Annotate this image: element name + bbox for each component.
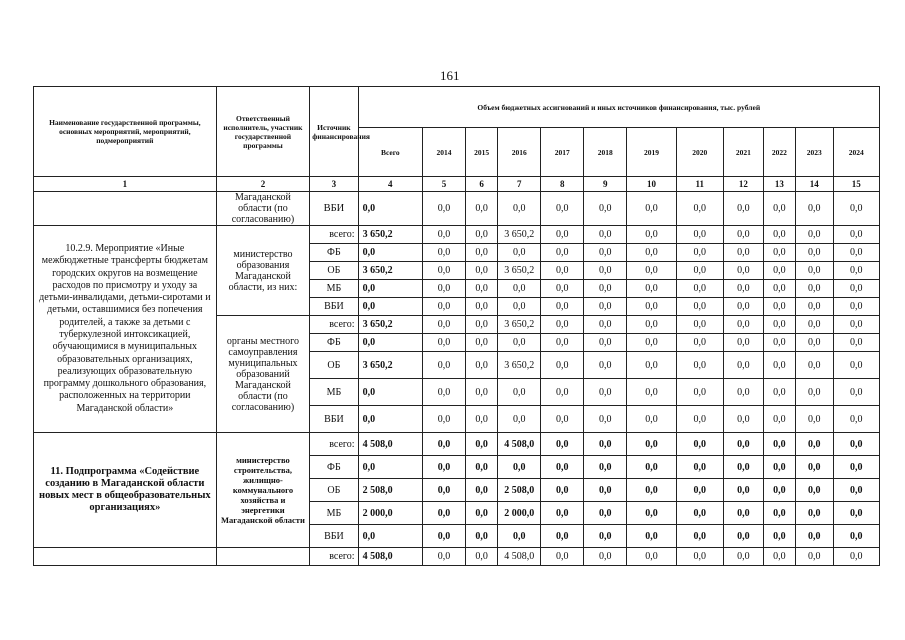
value-cell: 0,0 xyxy=(584,262,627,280)
value-cell: 0,0 xyxy=(541,548,584,566)
table-row xyxy=(34,192,880,226)
value-cell: 3 650,2 xyxy=(498,262,541,280)
value-cell: 0,0 xyxy=(723,298,763,316)
value-cell: 0,0 xyxy=(723,456,763,479)
value-cell: 0,0 xyxy=(466,502,498,525)
value-cell: 0,0 xyxy=(466,280,498,298)
value-cell: 0,0 xyxy=(541,226,584,244)
value-cell: 0,0 xyxy=(541,502,584,525)
value-cell: 0,0 xyxy=(584,379,627,406)
value-cell: 0,0 xyxy=(423,502,466,525)
value-cell: 0,0 xyxy=(498,379,541,406)
column-number: 8 xyxy=(541,177,584,192)
value-cell: 0,0 xyxy=(466,316,498,334)
column-number: 11 xyxy=(676,177,723,192)
value-cell: 0,0 xyxy=(763,525,795,548)
value-cell: 0,0 xyxy=(627,379,676,406)
value-cell: 0,0 xyxy=(466,352,498,379)
value-cell: 0,0 xyxy=(584,298,627,316)
value-cell: 0,0 xyxy=(423,316,466,334)
value-cell: 0,0 xyxy=(541,379,584,406)
source-cell: ВБИ xyxy=(310,298,358,316)
executor-cell-empty xyxy=(216,548,310,566)
value-cell: 0,0 xyxy=(723,192,763,226)
value-cell: 0,0 xyxy=(627,406,676,433)
value-cell: 0,0 xyxy=(423,479,466,502)
value-total: 0,0 xyxy=(358,192,422,226)
header-year: 2020 xyxy=(676,128,723,177)
value-cell: 0,0 xyxy=(466,226,498,244)
value-cell: 0,0 xyxy=(676,548,723,566)
value-cell: 2 508,0 xyxy=(498,479,541,502)
value-cell: 0,0 xyxy=(833,262,879,280)
value-total: 0,0 xyxy=(358,406,422,433)
value-total: 0,0 xyxy=(358,525,422,548)
value-cell: 0,0 xyxy=(541,244,584,262)
value-cell: 0,0 xyxy=(795,316,833,334)
value-cell: 0,0 xyxy=(763,379,795,406)
value-cell: 0,0 xyxy=(763,548,795,566)
header-year: 2019 xyxy=(627,128,676,177)
value-cell: 0,0 xyxy=(833,479,879,502)
value-cell: 0,0 xyxy=(627,352,676,379)
value-cell: 0,0 xyxy=(833,502,879,525)
value-cell: 0,0 xyxy=(723,406,763,433)
value-cell: 0,0 xyxy=(423,280,466,298)
value-cell: 0,0 xyxy=(795,379,833,406)
name-cell-empty xyxy=(34,548,217,566)
value-cell: 0,0 xyxy=(763,502,795,525)
value-cell: 0,0 xyxy=(627,456,676,479)
header-year: 2017 xyxy=(541,128,584,177)
value-cell: 0,0 xyxy=(676,379,723,406)
source-cell: ОБ xyxy=(310,352,358,379)
value-total: 2 508,0 xyxy=(358,479,422,502)
value-cell: 0,0 xyxy=(423,548,466,566)
executor-cell: министерство строительства, жилищно-коммунального хозяйства и энергетики Магаданской области xyxy=(216,433,310,548)
source-cell: ВБИ xyxy=(310,406,358,433)
header-year: 2016 xyxy=(498,128,541,177)
value-cell: 0,0 xyxy=(466,548,498,566)
value-cell: 0,0 xyxy=(584,316,627,334)
value-cell: 0,0 xyxy=(676,525,723,548)
value-cell: 0,0 xyxy=(833,352,879,379)
value-total: 3 650,2 xyxy=(358,226,422,244)
value-cell: 0,0 xyxy=(627,334,676,352)
value-cell: 0,0 xyxy=(541,192,584,226)
value-total: 0,0 xyxy=(358,334,422,352)
value-cell: 0,0 xyxy=(833,406,879,433)
value-cell: 0,0 xyxy=(466,262,498,280)
value-cell: 0,0 xyxy=(541,456,584,479)
value-cell: 3 650,2 xyxy=(498,316,541,334)
value-cell: 0,0 xyxy=(627,525,676,548)
value-cell: 0,0 xyxy=(676,192,723,226)
source-cell: всего: xyxy=(310,548,358,566)
value-cell: 0,0 xyxy=(541,298,584,316)
value-cell: 0,0 xyxy=(423,244,466,262)
value-cell: 0,0 xyxy=(833,334,879,352)
value-cell: 0,0 xyxy=(498,192,541,226)
header-executor: Ответственный исполнитель, участник государственной программы xyxy=(216,87,310,177)
value-cell: 3 650,2 xyxy=(498,352,541,379)
value-cell: 0,0 xyxy=(763,406,795,433)
value-cell: 0,0 xyxy=(466,244,498,262)
value-cell: 0,0 xyxy=(541,262,584,280)
column-number: 3 xyxy=(310,177,358,192)
value-cell: 0,0 xyxy=(498,334,541,352)
source-cell: ОБ xyxy=(310,479,358,502)
value-cell: 0,0 xyxy=(466,433,498,456)
header-name: Наименование государственной программы, основных мероприятий, мероприятий, подмероприятий xyxy=(34,87,217,177)
value-cell: 0,0 xyxy=(584,334,627,352)
value-cell: 0,0 xyxy=(795,192,833,226)
value-cell: 0,0 xyxy=(676,479,723,502)
header-year: 2024 xyxy=(833,128,879,177)
value-cell: 0,0 xyxy=(423,298,466,316)
page-number: 161 xyxy=(440,68,460,83)
value-cell: 0,0 xyxy=(723,226,763,244)
value-cell: 0,0 xyxy=(723,525,763,548)
value-cell: 0,0 xyxy=(498,525,541,548)
value-cell: 0,0 xyxy=(676,406,723,433)
value-cell: 0,0 xyxy=(627,280,676,298)
value-cell: 0,0 xyxy=(541,433,584,456)
header-year: 2018 xyxy=(584,128,627,177)
value-cell: 0,0 xyxy=(584,280,627,298)
value-cell: 0,0 xyxy=(676,298,723,316)
value-cell: 0,0 xyxy=(466,525,498,548)
value-total: 2 000,0 xyxy=(358,502,422,525)
value-total: 0,0 xyxy=(358,298,422,316)
value-cell: 0,0 xyxy=(423,433,466,456)
value-cell: 0,0 xyxy=(584,456,627,479)
value-cell: 0,0 xyxy=(466,456,498,479)
value-cell: 0,0 xyxy=(723,334,763,352)
value-cell: 0,0 xyxy=(833,298,879,316)
value-cell: 0,0 xyxy=(584,244,627,262)
value-cell: 0,0 xyxy=(423,525,466,548)
value-cell: 0,0 xyxy=(498,244,541,262)
value-cell: 0,0 xyxy=(723,352,763,379)
value-cell: 0,0 xyxy=(795,502,833,525)
value-cell: 0,0 xyxy=(723,316,763,334)
value-cell: 0,0 xyxy=(833,548,879,566)
column-number: 2 xyxy=(216,177,310,192)
value-cell: 0,0 xyxy=(723,280,763,298)
table-row xyxy=(34,226,880,244)
value-cell: 0,0 xyxy=(627,244,676,262)
value-cell: 0,0 xyxy=(498,280,541,298)
value-cell: 0,0 xyxy=(423,406,466,433)
value-cell: 0,0 xyxy=(763,280,795,298)
value-total: 3 650,2 xyxy=(358,316,422,334)
value-cell: 0,0 xyxy=(763,244,795,262)
value-cell: 0,0 xyxy=(833,244,879,262)
value-cell: 0,0 xyxy=(466,479,498,502)
value-cell: 0,0 xyxy=(627,548,676,566)
value-cell: 0,0 xyxy=(627,479,676,502)
value-cell: 0,0 xyxy=(541,334,584,352)
value-cell: 0,0 xyxy=(676,502,723,525)
executor-cell: министерство образования Магаданской области, из них: xyxy=(216,226,310,316)
value-cell: 0,0 xyxy=(795,262,833,280)
value-cell: 0,0 xyxy=(763,352,795,379)
value-cell: 0,0 xyxy=(833,456,879,479)
table-row xyxy=(34,433,880,456)
value-cell: 0,0 xyxy=(763,433,795,456)
source-cell: ВБИ xyxy=(310,192,358,226)
column-number: 12 xyxy=(723,177,763,192)
value-cell: 0,0 xyxy=(423,334,466,352)
header-volume: Объем бюджетных ассигнований и иных источников финансирования, тыс. рублей xyxy=(358,87,879,128)
value-total: 0,0 xyxy=(358,379,422,406)
column-number: 14 xyxy=(795,177,833,192)
value-cell: 0,0 xyxy=(627,226,676,244)
value-cell: 0,0 xyxy=(584,525,627,548)
header-year: 2022 xyxy=(763,128,795,177)
table-row xyxy=(34,548,880,566)
column-number: 10 xyxy=(627,177,676,192)
value-cell: 0,0 xyxy=(541,280,584,298)
value-cell: 0,0 xyxy=(795,406,833,433)
value-cell: 4 508,0 xyxy=(498,548,541,566)
name-cell-empty xyxy=(34,192,217,226)
value-cell: 0,0 xyxy=(763,262,795,280)
source-cell: МБ xyxy=(310,502,358,525)
value-cell: 0,0 xyxy=(676,334,723,352)
value-total: 3 650,2 xyxy=(358,352,422,379)
value-cell: 0,0 xyxy=(498,456,541,479)
value-cell: 0,0 xyxy=(795,525,833,548)
value-cell: 0,0 xyxy=(423,379,466,406)
source-cell: ОБ xyxy=(310,262,358,280)
header-year: 2014 xyxy=(423,128,466,177)
executor-cell: органы местного самоуправления муниципальных образований Магаданской области (по согласованию) xyxy=(216,316,310,433)
value-cell: 0,0 xyxy=(466,334,498,352)
value-cell: 0,0 xyxy=(627,502,676,525)
source-cell: всего: xyxy=(310,433,358,456)
source-cell: ВБИ xyxy=(310,525,358,548)
header-total: Всего xyxy=(358,128,422,177)
value-total: 0,0 xyxy=(358,456,422,479)
value-cell: 0,0 xyxy=(423,456,466,479)
value-cell: 0,0 xyxy=(466,406,498,433)
value-cell: 0,0 xyxy=(627,262,676,280)
value-cell: 0,0 xyxy=(723,433,763,456)
value-cell: 0,0 xyxy=(423,192,466,226)
value-cell: 0,0 xyxy=(541,352,584,379)
value-cell: 0,0 xyxy=(763,456,795,479)
value-cell: 0,0 xyxy=(795,433,833,456)
source-cell: ФБ xyxy=(310,334,358,352)
value-cell: 0,0 xyxy=(466,379,498,406)
value-cell: 0,0 xyxy=(833,379,879,406)
column-number: 5 xyxy=(423,177,466,192)
value-cell: 0,0 xyxy=(833,525,879,548)
value-cell: 0,0 xyxy=(498,298,541,316)
source-cell: всего: xyxy=(310,316,358,334)
value-cell: 0,0 xyxy=(723,244,763,262)
value-cell: 0,0 xyxy=(676,262,723,280)
value-cell: 0,0 xyxy=(723,502,763,525)
value-cell: 0,0 xyxy=(676,316,723,334)
value-total: 0,0 xyxy=(358,280,422,298)
value-cell: 0,0 xyxy=(584,479,627,502)
value-cell: 0,0 xyxy=(541,316,584,334)
value-cell: 0,0 xyxy=(723,262,763,280)
value-cell: 0,0 xyxy=(795,334,833,352)
value-cell: 0,0 xyxy=(466,298,498,316)
value-cell: 0,0 xyxy=(541,525,584,548)
value-cell: 0,0 xyxy=(627,433,676,456)
value-cell: 0,0 xyxy=(676,226,723,244)
value-cell: 0,0 xyxy=(795,456,833,479)
value-cell: 0,0 xyxy=(584,548,627,566)
value-cell: 0,0 xyxy=(627,316,676,334)
column-number: 7 xyxy=(498,177,541,192)
value-cell: 0,0 xyxy=(676,244,723,262)
value-cell: 0,0 xyxy=(423,352,466,379)
value-total: 0,0 xyxy=(358,244,422,262)
value-cell: 0,0 xyxy=(723,548,763,566)
value-cell: 0,0 xyxy=(795,479,833,502)
value-cell: 0,0 xyxy=(723,379,763,406)
value-cell: 0,0 xyxy=(676,280,723,298)
executor-cell: Магаданской области (по согласованию) xyxy=(216,192,310,226)
value-cell: 0,0 xyxy=(423,262,466,280)
value-cell: 0,0 xyxy=(763,192,795,226)
source-cell: всего: xyxy=(310,226,358,244)
value-cell: 0,0 xyxy=(795,280,833,298)
value-cell: 0,0 xyxy=(584,352,627,379)
budget-table-container xyxy=(33,86,880,566)
value-cell: 0,0 xyxy=(498,406,541,433)
value-cell: 0,0 xyxy=(795,548,833,566)
value-cell: 0,0 xyxy=(584,502,627,525)
value-cell: 0,0 xyxy=(795,226,833,244)
value-cell: 0,0 xyxy=(833,226,879,244)
value-cell: 3 650,2 xyxy=(498,226,541,244)
value-cell: 0,0 xyxy=(763,226,795,244)
value-cell: 0,0 xyxy=(763,479,795,502)
value-cell: 0,0 xyxy=(584,192,627,226)
value-total: 4 508,0 xyxy=(358,548,422,566)
column-number: 15 xyxy=(833,177,879,192)
column-number: 9 xyxy=(584,177,627,192)
value-cell: 0,0 xyxy=(833,280,879,298)
value-cell: 0,0 xyxy=(676,456,723,479)
column-number: 6 xyxy=(466,177,498,192)
value-cell: 0,0 xyxy=(584,226,627,244)
value-cell: 0,0 xyxy=(423,226,466,244)
header-year: 2015 xyxy=(466,128,498,177)
source-cell: МБ xyxy=(310,379,358,406)
source-cell: ФБ xyxy=(310,456,358,479)
value-cell: 0,0 xyxy=(795,244,833,262)
value-total: 4 508,0 xyxy=(358,433,422,456)
header-year: 2021 xyxy=(723,128,763,177)
value-cell: 0,0 xyxy=(676,433,723,456)
value-cell: 0,0 xyxy=(466,192,498,226)
value-cell: 0,0 xyxy=(723,479,763,502)
subprogram-name: 11. Подпрограмма «Содействие созданию в Магаданской области новых мест в общеобразовательных организациях» xyxy=(34,433,217,548)
column-number: 4 xyxy=(358,177,422,192)
value-cell: 0,0 xyxy=(676,352,723,379)
value-cell: 0,0 xyxy=(584,433,627,456)
header-source: Источник финансирования xyxy=(310,87,358,177)
column-number: 1 xyxy=(34,177,217,192)
budget-table xyxy=(33,86,880,566)
column-number: 13 xyxy=(763,177,795,192)
value-cell: 0,0 xyxy=(541,479,584,502)
value-cell: 0,0 xyxy=(541,406,584,433)
value-cell: 0,0 xyxy=(627,298,676,316)
value-cell: 0,0 xyxy=(795,352,833,379)
value-cell: 0,0 xyxy=(833,192,879,226)
value-cell: 0,0 xyxy=(763,334,795,352)
value-cell: 2 000,0 xyxy=(498,502,541,525)
value-cell: 0,0 xyxy=(627,192,676,226)
value-cell: 0,0 xyxy=(763,298,795,316)
value-total: 3 650,2 xyxy=(358,262,422,280)
value-cell: 0,0 xyxy=(584,406,627,433)
value-cell: 0,0 xyxy=(763,316,795,334)
source-cell: ФБ xyxy=(310,244,358,262)
value-cell: 0,0 xyxy=(833,433,879,456)
value-cell: 0,0 xyxy=(795,298,833,316)
value-cell: 4 508,0 xyxy=(498,433,541,456)
source-cell: МБ xyxy=(310,280,358,298)
value-cell: 0,0 xyxy=(833,316,879,334)
measure-name: 10.2.9. Мероприятие «Иные межбюджетные трансферты бюджетам городских округов на возмещение расходов по присмотру и уходу за детьми-инвалидами, детьми-сиротами и детьми, оставшимися без попечения родителей, а также за детьми с туберкулезной интоксикацией, обучающимися в муниципальных образовательных организациях, реализующих образовательную программу дошкольного образования, расположенных на территории Магаданской области» xyxy=(34,226,217,433)
header-year: 2023 xyxy=(795,128,833,177)
